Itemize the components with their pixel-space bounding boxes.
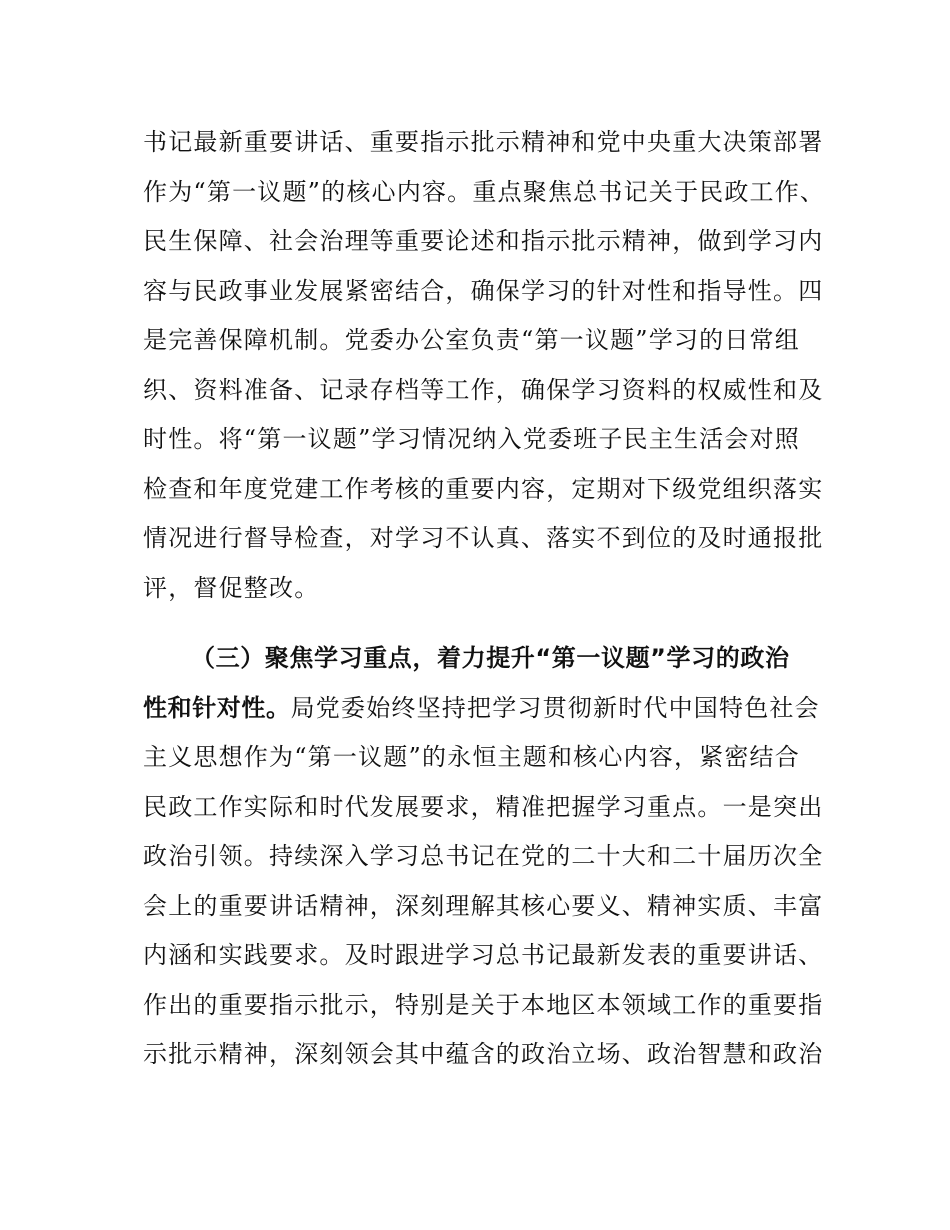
text-line: 织、资料准备、记录存档等工作，确保学习资料的权威性和及 <box>143 375 824 404</box>
text-line: 内涵和实践要求。及时跟进学习总书记最新发表的重要讲话、 <box>143 941 824 969</box>
text-line: 评，督促整改。 <box>143 573 320 602</box>
text-line: 主义思想作为“第一议题”的永恒主题和核心内容，紧密结合 <box>143 743 800 771</box>
text-line: 民生保障、社会治理等重要论述和指示批示精神，做到学习内 <box>143 227 824 255</box>
paragraph-1 <box>143 118 826 613</box>
text-line-rest: 局党委始终坚持把学习贯彻新时代中国特色社会 <box>290 693 820 722</box>
text-line: 容与民政事业发展紧密结合，确保学习的针对性和指导性。四 <box>143 276 824 305</box>
text-line: 情况进行督导检查，对学习不认真、落实不到位的及时通报批 <box>143 524 824 552</box>
text-line: 政治引领。持续深入学习总书记在党的二十大和二十届历次全 <box>143 842 824 870</box>
paragraph-2 <box>143 634 823 1080</box>
text-line: 书记最新重要讲话、重要指示批示精神和党中央重大决策部署 <box>143 128 824 156</box>
text-line: 作为“第一议题”的核心内容。重点聚焦总书记关于民政工作、 <box>143 177 826 206</box>
text-line: 示批示精神，深刻领会其中蕴含的政治立场、政治智慧和政治 <box>143 1040 824 1068</box>
text-line: 作出的重要指示批示，特别是关于本地区本领域工作的重要指 <box>143 990 824 1019</box>
section-heading: （三）聚焦学习重点，着力提升“第一议题”学习的政治 <box>191 644 790 672</box>
text-line: 民政工作实际和时代发展要求，精准把握学习重点。一是突出 <box>143 792 824 821</box>
text-line: 是完善保障机制。党委办公室负责“第一议题”学习的日常组 <box>143 326 800 354</box>
text-line: 会上的重要讲话精神，深刻理解其核心要义、精神实质、丰富 <box>143 891 824 920</box>
text-line: 时性。将“第一议题”学习情况纳入党委班子民主生活会对照 <box>143 425 800 453</box>
section-heading-continuation: 性和针对性。 <box>143 693 291 722</box>
text-line: 检查和年度党建工作考核的重要内容，定期对下级党组织落实 <box>143 474 824 503</box>
text-line <box>143 684 823 734</box>
